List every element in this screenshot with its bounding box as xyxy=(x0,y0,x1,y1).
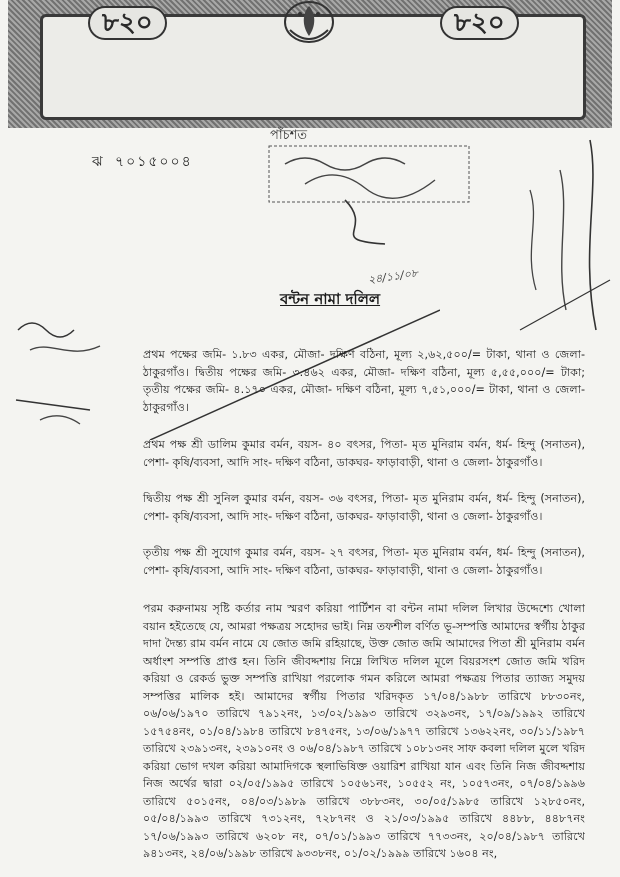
stamp-value-left: ৮২০ xyxy=(88,6,167,40)
government-emblem-icon xyxy=(280,0,338,52)
left-margin-notes-icon xyxy=(10,310,120,450)
vendor-stamp-icon xyxy=(265,140,485,250)
land-summary: প্রথম পক্ষের জমি- ১.৮৩ একর, মৌজা- দক্ষিণ বঠিনা, মূল্য ২,৬২,৫০০/= টাকা, থানা ও জেলা- ঠাকুরগাঁও। দ্বিতীয় পক্ষের জমি- ৩.৪৬২ একর, মৌজা- দক্ষিণ বঠিনা, মূল্য ৫,৫৫,০০০/= টাকা; তৃতীয় পক্ষের জমি- ৪.১৭০ একর, মৌজা- দক্ষিণ বঠিনা, মূল্য ৭,৫১,০০০/= টাকা, থানা ও জেলা- ঠাকুরগাঁও। xyxy=(143,348,585,414)
deed-body: পরম করুনাময় সৃষ্টি কর্তার নাম স্মরণ করিয়া পার্টিশন বা বন্টন নামা দলিল লিখার উদ্দেশ্যে খোলা বয়ান হইতেছে যে, আমরা পক্ষত্রয় সহোদর ভাই। নিম্ন তফশীল বর্ণিত ভূ-সম্পত্তি আমাদের স্বর্গীয় ঠাকুর দাদা দৈন্ত্য রাম বর্মন নামে যে জোত জমি রহিয়াছে, উক্ত জোত জমি আমাদের পিতা শ্রী মুনিরাম বর্মন অর্ধাংশ সম্পত্তি প্রাপ্ত হন। তিনি জীবদ্দশায় নিম্নে লিখিত দলিল মূলে বিয়রসংশ জোত জমি খরিদ করিয়া ও রেকর্ড ভুক্ত সম্পত্তি রাখিয়া পরলোক গমন করিলে আমরা পক্ষত্রয় পিতার ত্যাজ্য সমুদয় সম্পত্তির মালিক হই। আমাদের স্বর্গীয় পিতার খরিদকৃত ১৭/০৪/১৯৮৮ তারিখে ৮৮৩০নং, ০৬/০৬/১৯৭০ তারিখে ৭৯১২নং, ১৩/০২/১৯৯৩ তারিখে ৩২৯৩নং, ১৭/০৯/১৯৯২ তারিখে ১৫৭৫৪নং, ০১/০৪/১৯৮৪ তারিখে ৮৪৭৫নং, ১৩/০৬/১৯৭৭ তারিখে ১৩৬২২নং, ৩০/১১/১৯৮৭ তারিখে ২৩৯১৩নং, ২৩৯১০নং ও ০৬/০৪/১৯৮৭ তারিখে ১০৮১৩নং সাফ কবলা দলিল মুলে খরিদ করিয়া ভোগ দখল করিয়া আমাদিগকে স্থলাভিষিক্ত ওয়ারিশ রাখিয়া যান এবং তিনি নিজ জীবদ্দশায় নিজ অর্থের দ্বারা ০২/০৫/১৯৯৫ তারিখে ১০৫৬১নং, ১০৫৫২ নং, ১০৫৭৩নং, ০৭/০৪/১৯৯৬ তারিখে ৫০১৫নং, ০৪/০৩/১৯৮৯ তারিখে ৩৮৮৩নং, ৩০/০৫/১৯৮৫ তারিখে ১২৮৫০নং, ০৫/০৪/১৯৯৩ তারিখে ৭৩১২নং, ৭২৮৭নং ও ২১/০৩/১৯৯৫ তারিখে ৪৪৮৮, ৪৪৮৭নং ১৭/০৬/১৯৯৩ তারিখে ৬২০৮ নং, ০৭/০১/১৯৯৩ তারিখে ৭৭৩৩নং, ২০/০৪/১৯৮৭ তারিখে ৯৪১৩নং, ২৪/০৬/১৯৯৮ তারিখে ৯৩৩৮নং, ০১/০২/১৯৯৯ তারিখে ১৬০৪ নং, xyxy=(143,602,585,860)
stamp-denomination-label: পাঁচশত xyxy=(270,128,308,143)
document-title: বন্টন নামা দলিল xyxy=(280,290,381,308)
stamp-value-right: ৮২০ xyxy=(440,6,519,40)
party-second: দ্বিতীয় পক্ষ শ্রী সুনিল কুমার বর্মন, বয়স- ৩৬ বৎসর, পিতা- মৃত মুনিরাম বর্মন, ধর্ম- হিন্দু (সনাতন), পেশা- কৃষি/ব্যবসা, আদি সাং- দক্ষিণ বঠিনা, ডাকঘর- ফাড়াবাড়ী, থানা ও জেলা- ঠাকুরগাঁও। xyxy=(143,492,585,523)
party-third: তৃতীয় পক্ষ শ্রী সুযোগ কুমার বর্মন, বয়স- ২৭ বৎসর, পিতা- মৃত মুনিরাম বর্মন, ধর্ম- হিন্দু (সনাতন), পেশা- কৃষি/ব্যবসা, আদি সাং- দক্ষিণ বঠিনা, ডাকঘর- ফাড়াবাড়ী, থানা ও জেলা- ঠাকুরগাঁও। xyxy=(143,546,585,577)
party-first: প্রথম পক্ষ শ্রী ডালিম কুমার বর্মন, বয়স- ৪০ বৎসর, পিতা- মৃত মুনিরাম বর্মন, ধর্ম- হিন্দু (সনাতন), পেশা- কৃষি/ব্যবসা, আদি সাং- দক্ষিণ বঠিনা, ডাকঘর- ফাড়াবাড়ী, থানা ও জেলা- ঠাকুরগাঁও। xyxy=(143,438,585,469)
handwritten-date: ২৪/১১/০৮ xyxy=(367,266,419,287)
margin-signature-icon xyxy=(500,130,615,340)
stamp-serial: ঝ ৭০১৫০০৪ xyxy=(92,154,193,170)
